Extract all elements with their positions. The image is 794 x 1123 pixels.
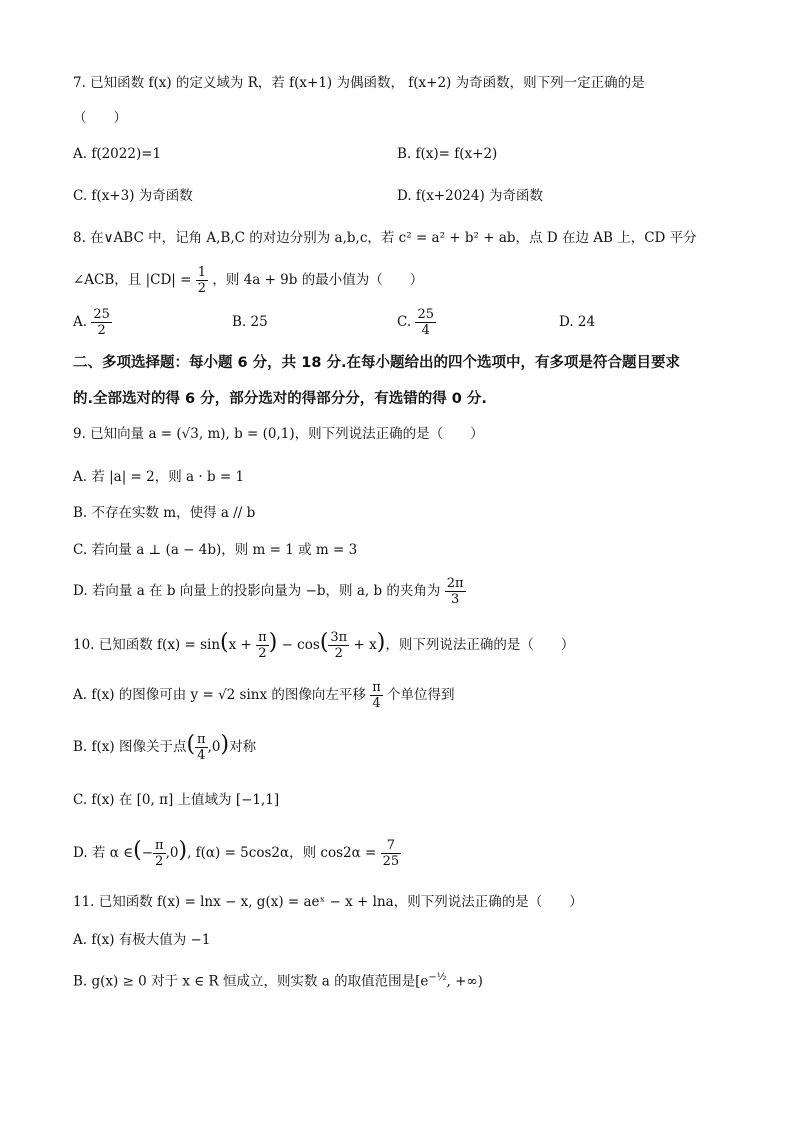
frac-num: π — [372, 680, 381, 695]
frac-den: 2 — [155, 854, 164, 869]
section2-heading-line1: 二、多项选择题：每小题 6 分，共 18 分.在每小题给出的四个选项中，有多项是符合题目要求 — [73, 355, 680, 371]
q11-b-exponent: −½ — [428, 972, 447, 983]
q10-d-text: D. 若 α ∈ — [73, 845, 134, 861]
q8-cd-fraction — [196, 265, 208, 296]
frac-num: 25 — [93, 307, 110, 322]
q8-option-b: B. 25 — [232, 314, 268, 330]
q10-stem-part: − cos — [281, 637, 320, 653]
q7-option-a: A. f(2022)=1 — [73, 146, 162, 162]
frac-den: 25 — [382, 854, 400, 869]
paren-open: ( — [133, 838, 142, 863]
q10-option-d — [73, 830, 401, 874]
q9-option-d — [73, 572, 466, 610]
q11-stem: 11. 已知函数 f(x) = lnx − x, g(x) = aeˣ − x + lna，则下列说法正确的是（ ） — [73, 894, 583, 910]
paren-open: ( — [186, 732, 196, 757]
q11-option-b — [73, 966, 483, 994]
q10-stem — [73, 622, 574, 666]
q11-b-text: B. g(x) ≥ 0 对于 x ∈ R 恒成立，则实数 a 的取值范围是 — [73, 973, 416, 990]
q10-stem-part: + x — [353, 637, 377, 653]
q7-paren: （ ） — [73, 110, 127, 126]
q9-option-b: B. 不存在实数 m，使得 a // b — [73, 505, 256, 521]
frac-num: π — [155, 838, 164, 853]
q8-option-a — [73, 302, 112, 342]
paren-open: ( — [220, 630, 229, 655]
frac-den: 2 — [97, 323, 106, 338]
q10-frac2 — [328, 630, 349, 661]
q9-d-text: D. 若向量 a 在 b 向量上的投影向量为 −b，则 a, b 的夹角为 — [73, 583, 441, 599]
q10-a-text: 个单位得到 — [387, 687, 455, 703]
q10-d-text: ,0 — [165, 845, 179, 861]
frac-den: 3 — [450, 592, 460, 607]
q10-option-b — [73, 724, 256, 768]
q8-stem-line1: 8. 在∨ABC 中，记角 A,B,C 的对边分别为 a,b,c，若 c² = a² + b² + ab，点 D 在边 AB 上，CD 平分 — [73, 230, 697, 246]
q7-option-b: B. f(x)= f(x+2) — [397, 146, 498, 162]
frac-num: π — [197, 732, 206, 747]
q10-stem-part: ，则下列说法正确的是（ ） — [385, 637, 575, 653]
q9-option-a: A. 若 |a| = 2，则 a · b = 1 — [73, 469, 245, 485]
option-label: A. — [73, 314, 88, 330]
paren-close: ) — [178, 838, 188, 863]
section2-heading-line2: 的.全部选对的得 6 分，部分选对的得部分分，有选错的得 0 分. — [73, 391, 487, 407]
paren-open: ( — [319, 630, 329, 655]
q8-option-c — [397, 302, 436, 342]
q7-option-d: D. f(x+2024) 为奇函数 — [397, 188, 544, 204]
q10-a-fraction — [370, 680, 383, 711]
q10-b-fraction — [195, 732, 208, 763]
frac-num: π — [258, 630, 267, 645]
paren-close: ) — [268, 630, 278, 655]
frac-num: 3π — [330, 630, 348, 645]
q10-d-text: , f(α) = 5cos2α，则 cos2α = — [187, 845, 377, 861]
q7-option-c: C. f(x+3) 为奇函数 — [73, 188, 193, 204]
q11-option-a: A. f(x) 有极大值为 −1 — [73, 932, 211, 948]
q10-stem-part: x + — [228, 637, 252, 653]
frac-num: 25 — [417, 307, 434, 322]
q10-b-text: ,0 — [207, 739, 221, 755]
q7-stem: 7. 已知函数 f(x) 的定义域为 R，若 f(x+1) 为偶函数， f(x+2) 为奇函数，则下列一定正确的是 — [73, 75, 645, 91]
q9-d-fraction — [445, 576, 466, 607]
option-label: C. — [397, 314, 412, 330]
q8-stem-part2: ，则 4a + 9b 的最小值为（ ） — [212, 272, 424, 288]
q10-option-c: C. f(x) 在 [0, π] 上值域为 [−1,1] — [73, 792, 280, 808]
q9-option-c: C. 若向量 a ⊥ (a − 4b)，则 m = 1 或 m = 3 — [73, 542, 358, 558]
q8-option-d: D. 24 — [559, 314, 596, 330]
q10-b-text: B. f(x) 图像关于点 — [73, 739, 187, 755]
q8-stem-part1: ∠ACB，且 |CD| = — [73, 272, 192, 288]
paren-close: ) — [376, 630, 386, 655]
q10-d-fraction1 — [153, 838, 166, 869]
q11-b-text: [e — [415, 973, 429, 990]
q11-b-text: , +∞) — [446, 973, 483, 990]
frac-den: 4 — [421, 323, 430, 338]
frac-num: 7 — [381, 838, 402, 854]
q10-d-text: − — [141, 845, 154, 861]
q10-b-text: 对称 — [229, 739, 257, 755]
q9-stem: 9. 已知向量 a = (√3, m), b = (0,1)，则下列说法正确的是（ ） — [73, 426, 484, 442]
q10-option-a — [73, 676, 455, 714]
q8-stem-line2 — [73, 262, 423, 298]
q8-c-fraction — [415, 307, 436, 338]
q8-a-fraction — [91, 307, 112, 338]
frac-num: 1 — [197, 265, 207, 280]
frac-den: 2 — [334, 646, 343, 661]
q10-frac1 — [256, 630, 269, 661]
frac-num: 2π — [446, 576, 464, 591]
frac-den: 2 — [258, 646, 267, 661]
frac-den: 4 — [372, 696, 381, 711]
q10-a-text: A. f(x) 的图像可由 y = √2 sinx 的图像向左平移 — [73, 687, 366, 703]
frac-den: 2 — [197, 281, 207, 296]
paren-close: ) — [220, 732, 230, 757]
q10-stem-part: 10. 已知函数 f(x) = sin — [73, 637, 221, 653]
q10-d-fraction2 — [381, 838, 402, 869]
frac-den: 4 — [197, 748, 206, 763]
